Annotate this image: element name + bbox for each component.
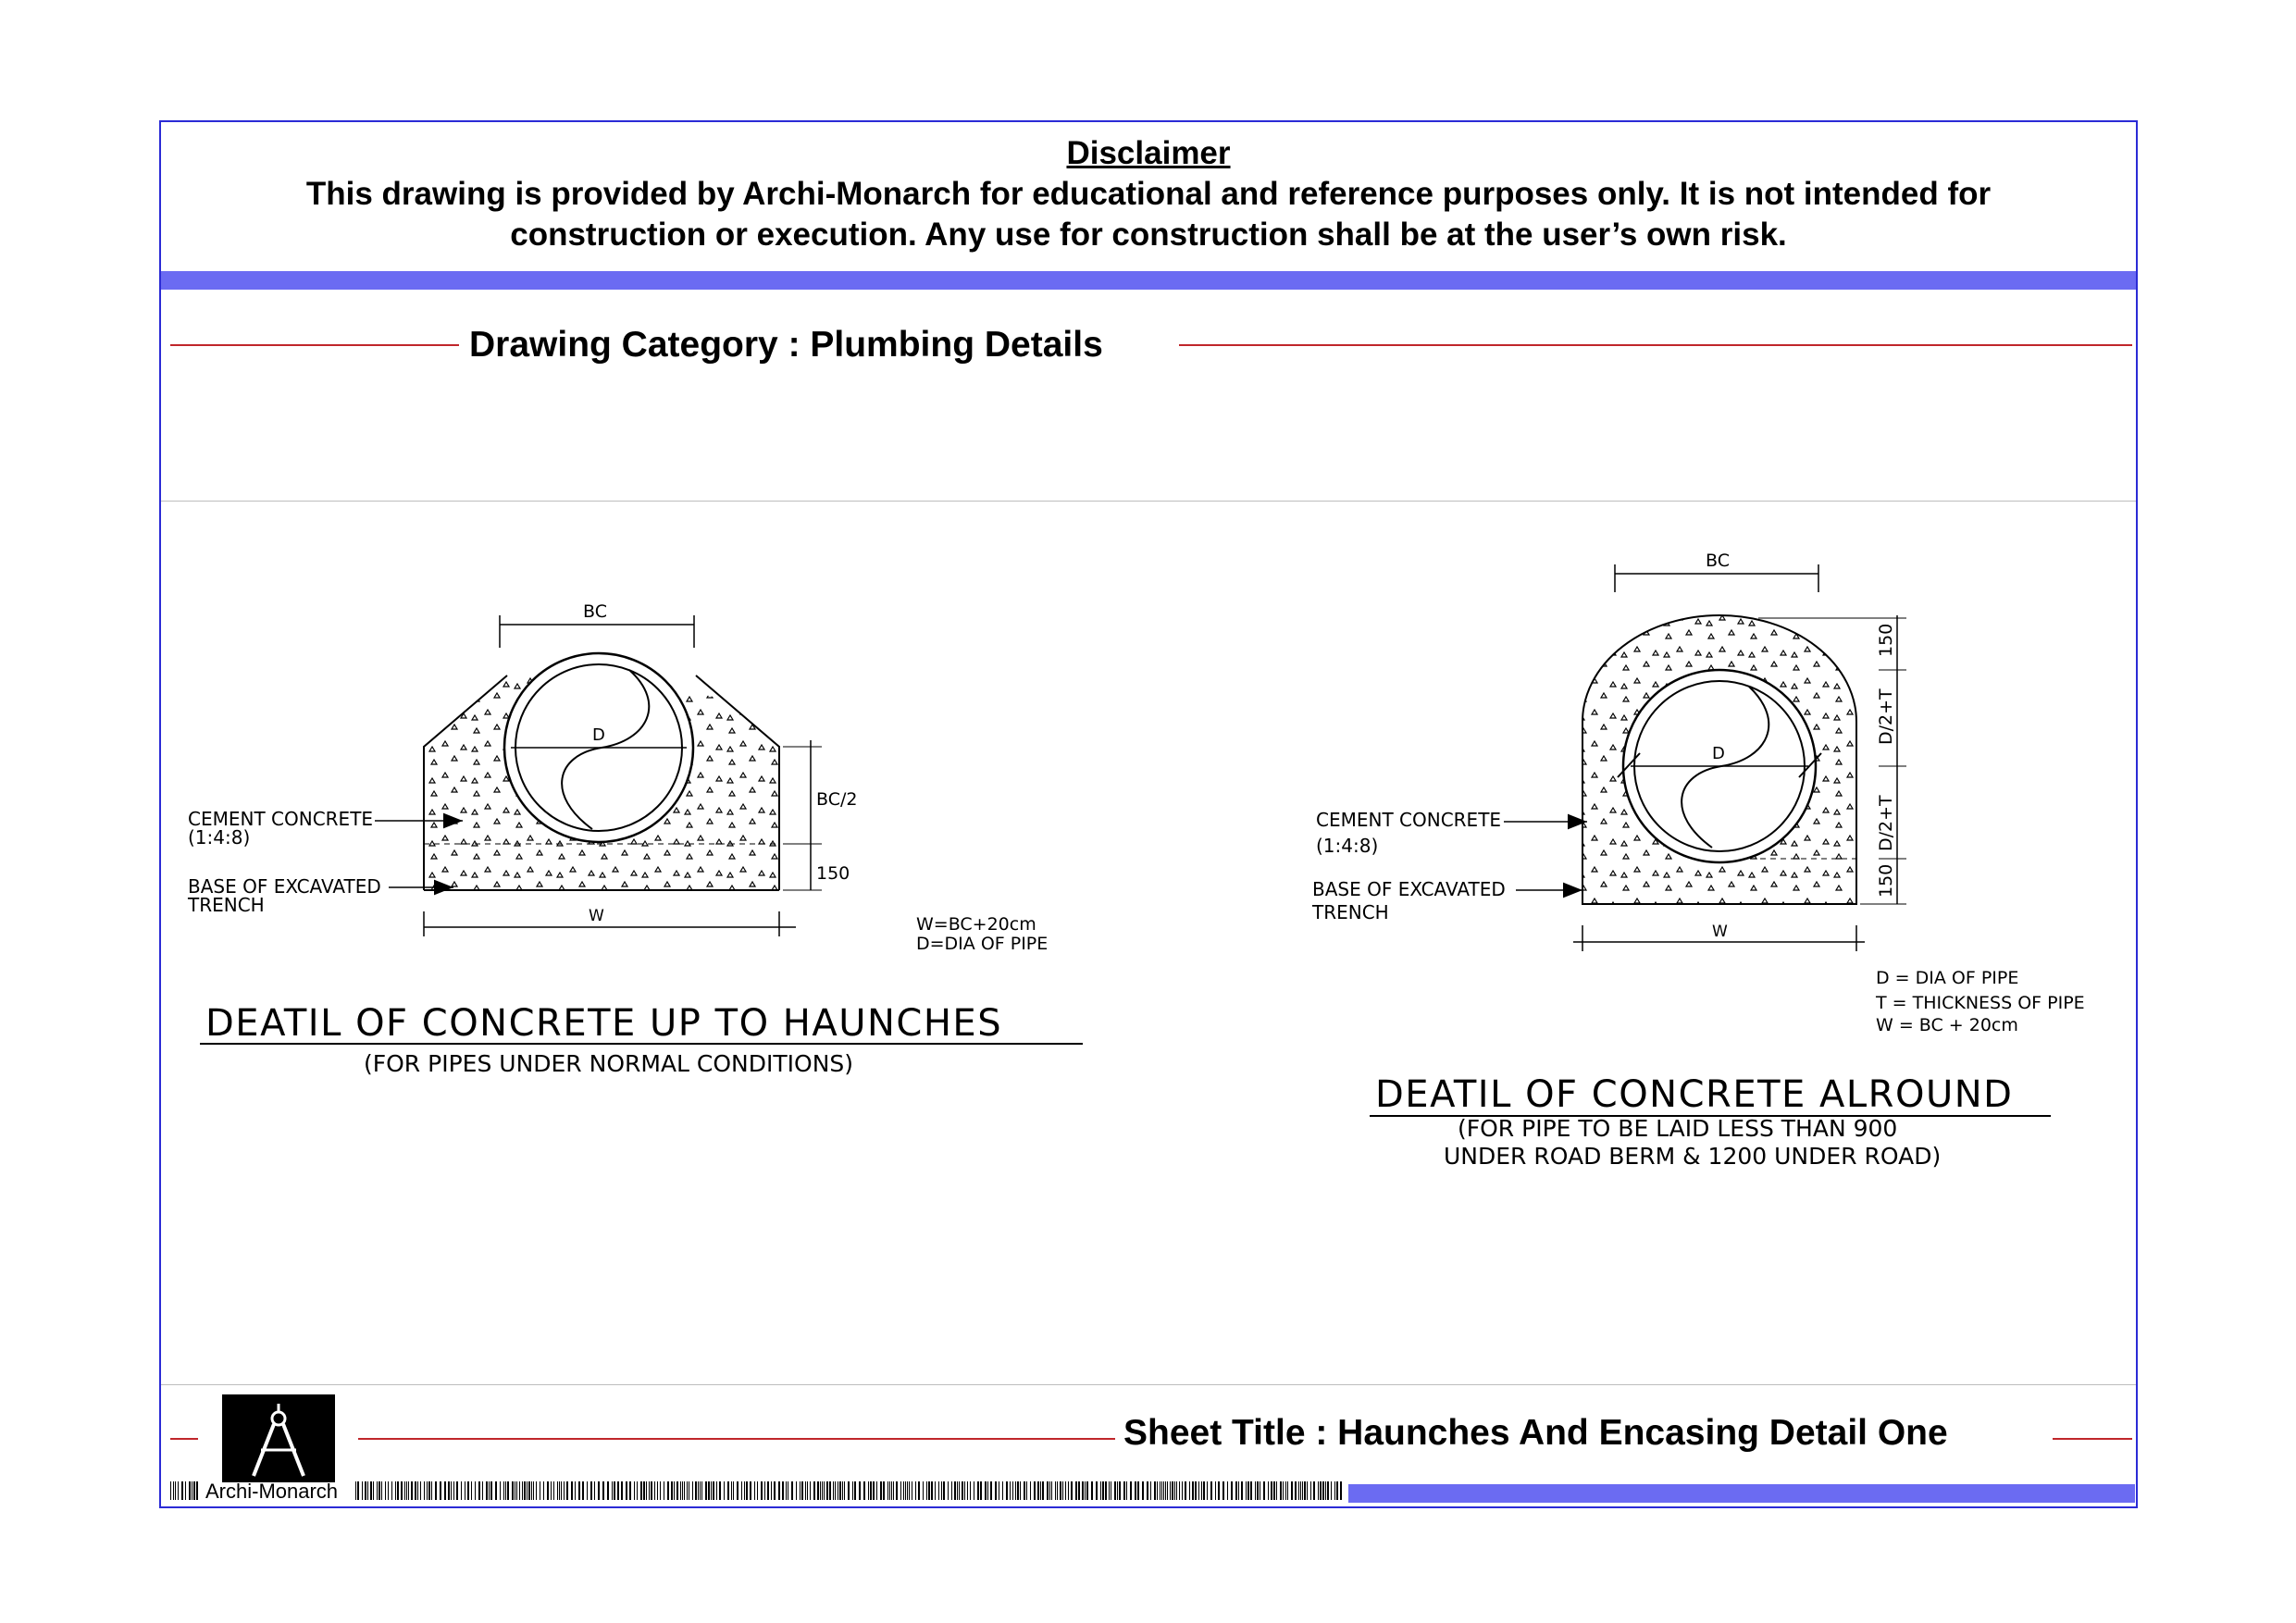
disclaimer-line-2: construction or execution. Any use for construction shall be at the user’s own risk. <box>510 217 1787 253</box>
d1-subtitle: (FOR PIPES UNDER NORMAL CONDITIONS) <box>364 1050 854 1077</box>
d1-note-w: W=BC+20cm <box>916 914 1036 935</box>
drawing-category: Drawing Category : Plumbing Details <box>469 325 1103 365</box>
d2-w-label: W <box>1712 923 1728 941</box>
d1-150-label: 150 <box>816 863 850 884</box>
d1-note-d: D=DIA OF PIPE <box>916 934 1049 954</box>
d2-subtitle-1: (FOR PIPE TO BE LAID LESS THAN 900 <box>1458 1115 1898 1142</box>
d2-legend-t: T = THICKNESS OF PIPE <box>1876 993 2085 1013</box>
d2-cement-label: CEMENT CONCRETE <box>1316 809 1502 831</box>
d2-d2t-lower: D/2+T <box>1876 795 1896 851</box>
d2-150-top: 150 <box>1876 623 1896 657</box>
d2-d2t-upper: D/2+T <box>1876 688 1896 745</box>
detail-2-alround <box>1311 551 2085 1170</box>
detail-1-haunches <box>187 601 1083 1077</box>
d1-cement-label: CEMENT CONCRETE <box>188 808 374 830</box>
sheet-title: Sheet Title : Haunches And Encasing Detail One <box>1123 1413 1948 1453</box>
d2-cement-ratio: (1:4:8) <box>1316 835 1379 857</box>
d2-legend-d: D = DIA OF PIPE <box>1876 968 2019 988</box>
d2-legend-w: W = BC + 20cm <box>1876 1015 2018 1035</box>
disclaimer-title: Disclaimer <box>1066 135 1231 171</box>
d1-title: DEATIL OF CONCRETE UP TO HAUNCHES <box>205 1002 1003 1045</box>
d1-w-label: W <box>589 907 604 925</box>
d2-base-label: BASE OF EXCAVATED <box>1312 878 1506 900</box>
d1-d-label: D <box>592 725 605 745</box>
d2-150-bottom: 150 <box>1876 863 1896 898</box>
d2-bc-label: BC <box>1706 551 1730 571</box>
d1-bc2-label: BC/2 <box>816 789 858 810</box>
d1-base-label: BASE OF EXCAVATED <box>188 875 381 898</box>
d2-d-label: D <box>1712 744 1725 763</box>
logo-text: Archi-Monarch <box>205 1480 339 1503</box>
d1-cement-ratio: (1:4:8) <box>188 826 251 849</box>
disclaimer-line-1: This drawing is provided by Archi-Monarch for educational and reference purposes only. It is not intended for <box>305 176 1992 212</box>
d1-bc-label: BC <box>583 601 607 622</box>
d2-subtitle-2: UNDER ROAD BERM & 1200 UNDER ROAD) <box>1444 1143 1942 1170</box>
d2-trench-label: TRENCH <box>1312 901 1389 923</box>
d1-trench-label: TRENCH <box>188 894 265 916</box>
d2-title: DEATIL OF CONCRETE ALROUND <box>1375 1073 2014 1116</box>
